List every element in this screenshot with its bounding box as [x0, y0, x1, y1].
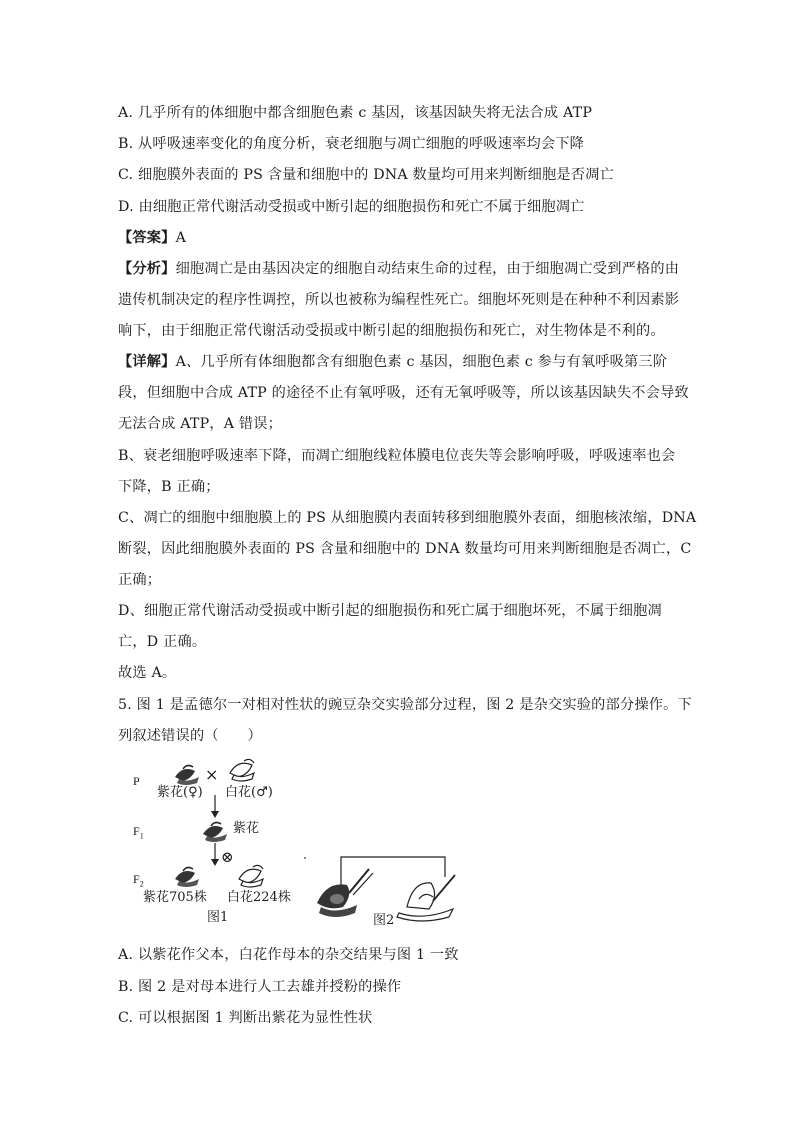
q5-option-b: B. 图 2 是对母本进行人工去雄并授粉的操作 [118, 979, 402, 995]
figure-1-caption: 图1 [207, 910, 229, 925]
q5-option-c: C. 可以根据图 1 判断出紫花为显性性状 [118, 1010, 373, 1026]
answer-line [118, 228, 186, 248]
q5-option-a: A. 以紫花作父本，白花作母本的杂交结果与图 1 一致 [118, 947, 459, 963]
detail-line-4: B、衰老细胞呼吸速率下降，而凋亡细胞线粒体膜电位丧失等会影响呼吸，呼吸速率也会 [118, 448, 676, 464]
analysis-line-3: 响下，由于细胞正常代谢活动受损或中断引起的细胞损伤和死亡，对生物体是不利的。 [118, 323, 665, 339]
f1-purple-label: 紫花 [233, 821, 260, 836]
f2-purple-flower-icon [175, 867, 199, 887]
pollination-diagram [317, 857, 455, 921]
detail-line-7: 断裂，因此细胞膜外表面的 PS 含量和细胞中的 DNA 数量均可用来判断细胞是否凋亡，C [118, 541, 692, 557]
analysis-line-2: 遗传机制决定的程序性调控，所以也被称为编程性死亡。细胞坏死则是在种种不利因素影 [118, 292, 680, 308]
arrow-f1-to-f2 [211, 843, 219, 866]
f2-purple-count-label: 紫花705株 [143, 890, 207, 905]
detail-line-3: 无法合成 ATP，A 错误； [118, 416, 283, 432]
generation-p-label: P [133, 774, 140, 788]
analysis-line-1 [118, 259, 679, 279]
option-b-text: B. 从呼吸速率变化的角度分析，衰老细胞与凋亡细胞的呼吸速率均会下降 [118, 136, 585, 152]
f1-subscript: 1 [139, 831, 144, 841]
section-text: 细胞凋亡是由基因决定的细胞自动结束生命的过程，由于细胞凋亡受到严格的由 [175, 261, 680, 277]
question-5-line-2: 列叙述错误的（ ） [118, 728, 262, 744]
option-c-text: C. 细胞膜外表面的 PS 含量和细胞中的 DNA 数量均可用来判断细胞是否凋亡 [118, 167, 614, 183]
detail-line-5: 下降，B 正确； [118, 479, 220, 495]
f1-flower-icon [203, 822, 227, 842]
figure-2-caption: 图2 [373, 913, 395, 928]
purple-female-label: 紫花(♀) [157, 785, 203, 800]
question-5-line-1: 5. 图 1 是孟德尔一对相对性状的豌豆杂交实验部分过程，图 2 是杂交实验的部分操作。下 [118, 697, 692, 713]
detail-line-2: 段，但细胞中合成 ATP 的途径不止有氧呼吸，还有无氧呼吸等，所以该基因缺失不会导致 [118, 385, 689, 401]
stray-dot [304, 857, 306, 859]
detail-line-9: D、细胞正常代谢活动受损或中断引起的细胞损伤和死亡属于细胞坏死，不属于细胞凋 [118, 603, 662, 619]
figure-drawing [125, 755, 475, 935]
section-heading: 【答案】 [118, 230, 176, 246]
section-heading: 【分析】 [118, 261, 176, 277]
f1-letter: F [133, 824, 140, 838]
section-heading: 【详解】 [118, 354, 176, 370]
conclusion-line: 故选 A。 [118, 665, 177, 681]
arrow-p-to-f1 [211, 795, 219, 818]
generation-f1-label [133, 823, 144, 844]
purple-flower-icon [175, 765, 199, 785]
white-male-label: 白花(♂) [225, 785, 273, 800]
f2-letter: F [133, 872, 140, 886]
f2-white-flower-icon [239, 865, 263, 887]
cross-symbol: × [205, 765, 219, 784]
detail-line-6: C、凋亡的细胞中细胞膜上的 PS 从细胞膜内表面转移到细胞膜外表面，细胞核浓缩，DNA [118, 510, 697, 526]
detail-line-1 [118, 352, 667, 372]
section-text: A、几乎所有体细胞都含有细胞色素 c 基因，细胞色素 c 参与有氧呼吸第三阶 [175, 354, 668, 370]
selfing-symbol: ⊗ [221, 848, 234, 866]
option-a-text: A. 几乎所有的体细胞中都含细胞色素 c 基因，该基因缺失将无法合成 ATP [118, 105, 593, 121]
cross-experiment-figure [125, 755, 475, 935]
f2-subscript: 2 [139, 879, 144, 889]
white-flower-icon [230, 759, 254, 781]
detail-line-10: 亡，D 正确。 [118, 634, 207, 650]
f2-white-count-label: 白花224株 [227, 890, 291, 905]
detail-line-8: 正确； [118, 572, 162, 588]
section-text: A [175, 230, 187, 246]
option-d-text: D. 由细胞正常代谢活动受损或中断引起的细胞损伤和死亡不属于细胞凋亡 [118, 199, 585, 215]
